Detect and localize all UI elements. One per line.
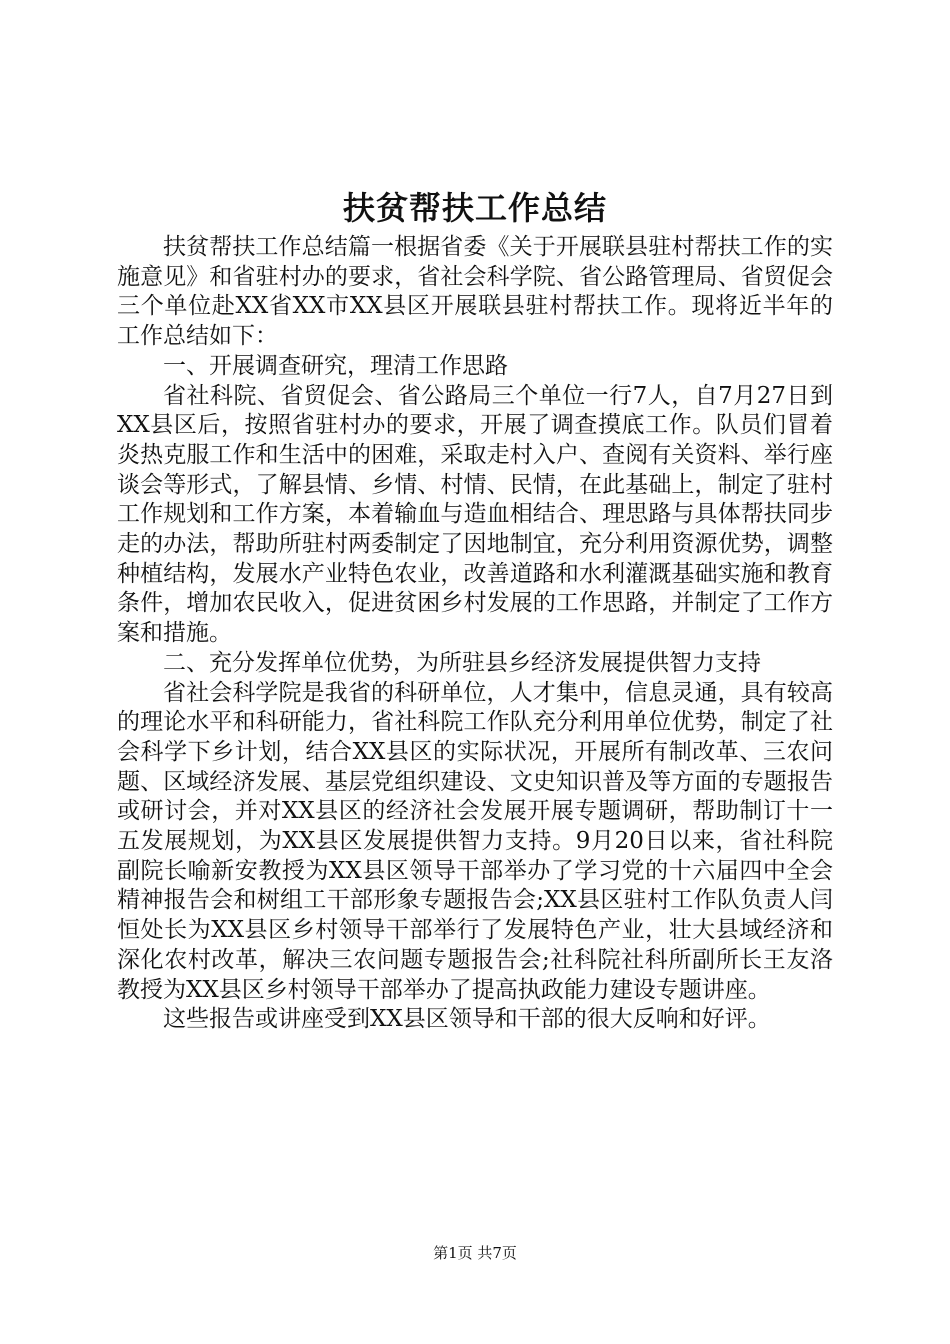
paragraph-feedback: 这些报告或讲座受到XX县区领导和干部的很大反响和好评。 xyxy=(163,1006,771,1033)
page-footer: 第1页 共7页 xyxy=(433,1244,517,1262)
paragraph-intro: 扶贫帮扶工作总结篇一根据省委《关于开展联县驻村帮扶工作的实施意见》和省驻村办的要求，省社会科学院、省公路管理局、省贸促会三个单位赴XX省XX市XX县区开展联县驻村帮扶工作。现将近半年的工作总结如下： xyxy=(117,234,833,350)
paragraph-academy: 省社会科学院是我省的科研单位，人才集中，信息灵通，具有较高的理论水平和科研能力，省社科院工作队充分利用单位优势，制定了社会科学下乡计划，结合XX县区的实际状况，开展所有制改革、三农问题、区域经济发展、基层党组织建设、文史知识普及等方面的专题报告或研讨会，并对XX县区的经济社会发展开展专题调研，帮助制订十一五发展规划，为XX县区发展提供智力支持。9月20日以来，省社科院副院长喻新安教授为XX县区领导干部举办了学习党的十六届四中全会精神报告会和树组工干部形象专题报告会;XX县区驻村工作队负责人闫恒处长为XX县区乡村领导干部举行了发展特色产业，壮大县域经济和深化农村改革，解决三农问题专题报告会;社科院社科所副所长王友洛教授为XX县区乡村领导干部举办了提高执政能力建设专题讲座。 xyxy=(117,679,833,1003)
section-heading-2: 二、充分发挥单位优势，为所驻县乡经济发展提供智力支持 xyxy=(163,649,761,676)
paragraph-investigation: 省社科院、省贸促会、省公路局三个单位一行7人，自7月27日到XX县区后，按照省驻村办的要求，开展了调查摸底工作。队员们冒着炎热克服工作和生活中的困难，采取走村入户、查阅有关资料、举行座谈会等形式，了解县情、乡情、村情、民情，在此基础上，制定了驻村工作规划和工作方案，本着输血与造血相结合、理思路与具体帮扶同步走的办法，帮助所驻村两委制定了因地制宜，充分利用资源优势，调整种植结构，发展水产业特色农业，改善道路和水利灌溉基础实施和教育条件，增加农民收入，促进贫困乡村发展的工作思路，并制定了工作方案和措施。 xyxy=(117,382,833,647)
document-body xyxy=(117,233,833,1035)
section-heading-1: 一、开展调查研究，理清工作思路 xyxy=(163,352,508,379)
document-title: 扶贫帮扶工作总结 xyxy=(342,189,607,227)
